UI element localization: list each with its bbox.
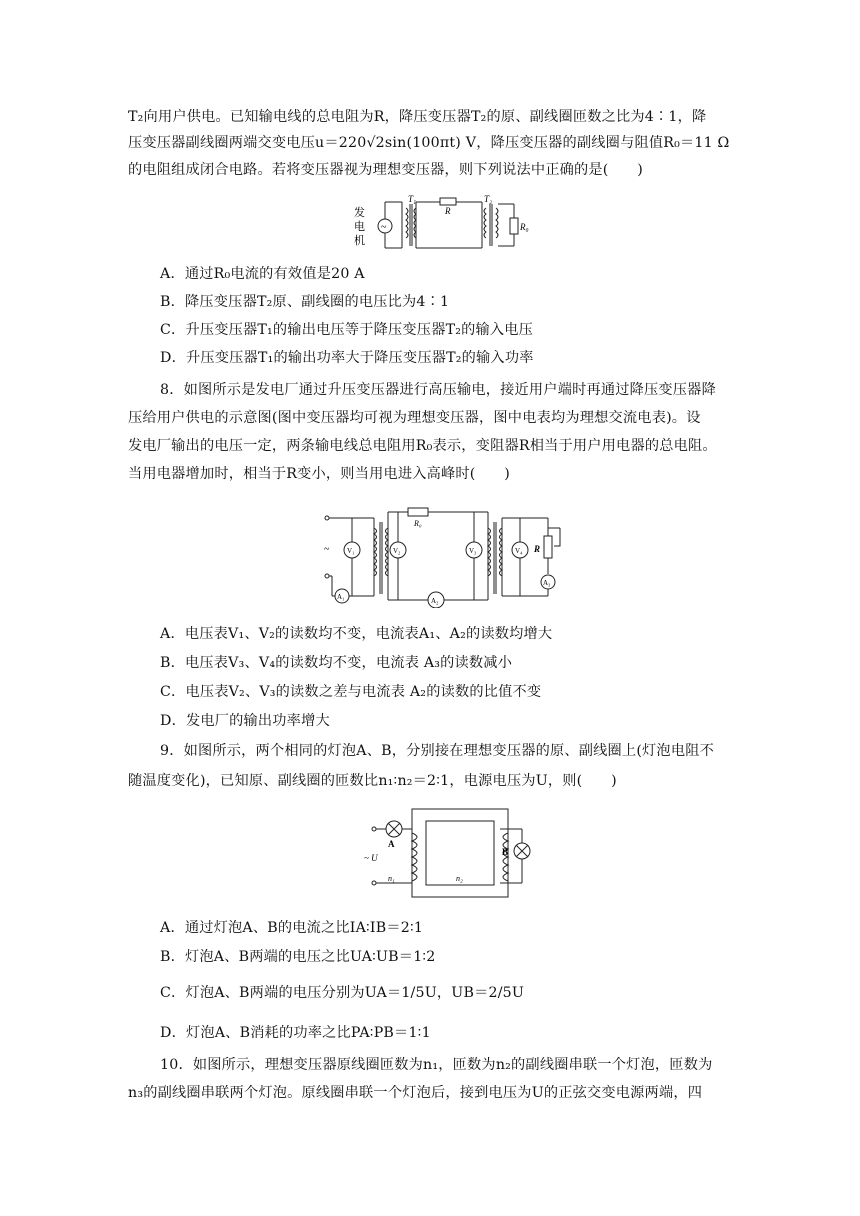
q8-v2-label: V₂ — [393, 547, 401, 555]
q9-line-1: 9．如图所示，两个相同的灯泡A、B，分别接在理想变压器的原、副线圈上(灯泡电阻不 — [160, 743, 714, 759]
q7-t2-label: T₂ — [484, 194, 493, 204]
q7-gen-char-2: 电 — [354, 221, 365, 233]
q8-line-2: 压给用户供电的示意图(图中变压器均可视为理想变压器，图中电表均为理想交流电表)。设 — [128, 410, 701, 426]
q7-r-label: R — [445, 206, 451, 216]
q7-option-d: D．升压变压器T₁的输出功率大于降压变压器T₂的输入功率 — [160, 350, 534, 366]
q8-v4-label: V₄ — [515, 547, 523, 555]
q9-option-a: A．通过灯泡A、B的电流之比IA∶IB＝2∶1 — [160, 920, 424, 936]
q10-line-2: n₃的副线圈串联两个灯泡。原线圈串联一个灯泡后，接到电压为U的正弦交变电源两端，四 — [128, 1085, 703, 1101]
q7-gen-char-3: 机 — [354, 235, 365, 247]
q9-option-d: D．灯泡A、B消耗的功率之比PA∶PB＝1∶1 — [160, 1025, 431, 1041]
q9-n2-label: n₂ — [456, 874, 463, 883]
q7-line-3: 的电阻组成闭合电路。若将变压器视为理想变压器，则下列说法中正确的是( ) — [128, 162, 644, 178]
q9-lamp-b-label: B — [502, 847, 509, 857]
q8-source-symbol: ~ — [324, 544, 330, 555]
q9-lamp-a-label: A — [388, 839, 395, 849]
q8-v3-label: V₃ — [469, 547, 477, 555]
q8-circuit-diagram — [318, 504, 570, 608]
q8-line-1: 8．如图所示是发电厂通过升压变压器进行高压输电，接近用户端时再通过降压变压器降 — [160, 382, 716, 398]
q8-r0-label: R₀ — [414, 519, 422, 528]
q7-line-2: 压变压器副线圈两端交变电压u＝220√2sin(100πt) V，降压变压器的副线圈与阻值R₀＝11 Ω — [128, 135, 730, 151]
q9-option-c: C．灯泡A、B两端的电压分别为UA＝1/5U，UB＝2/5U — [160, 985, 525, 1001]
q9-option-b: B．灯泡A、B两端的电压之比UA∶UB＝1∶2 — [160, 949, 436, 965]
q8-option-d: D．发电厂的输出功率增大 — [160, 713, 330, 729]
q8-line-4: 当用电器增加时，相当于R变小，则当用电进入高峰时( ) — [128, 466, 511, 482]
q8-option-a: A．电压表V₁、V₂的读数均不变，电流表A₁、A₂的读数均增大 — [160, 626, 553, 642]
q9-n1-label: n₁ — [388, 874, 395, 883]
q8-a2-label: A₂ — [431, 597, 439, 605]
q7-r0-label: R₀ — [520, 222, 529, 232]
q7-option-a: A．通过R₀电流的有效值是20 A — [160, 266, 365, 282]
q10-line-1: 10．如图所示，理想变压器原线圈匝数为n₁，匝数为n₂的副线圈串联一个灯泡，匝数为 — [160, 1057, 713, 1073]
q7-circuit-diagram — [352, 194, 542, 254]
q7-gen-char-1: 发 — [354, 207, 365, 219]
q8-option-b: B．电压表V₃、V₄的读数均不变，电流表 A₃的读数减小 — [160, 655, 513, 671]
q8-option-c: C．电压表V₂、V₃的读数之差与电流表 A₂的读数的比值不变 — [160, 684, 542, 700]
q9-source-label: ~ U — [364, 853, 378, 863]
q7-option-b: B．降压变压器T₂原、副线圈的电压比为4∶1 — [160, 294, 450, 310]
q7-line-1: T₂向用户供电。已知输电线的总电阻为R，降压变压器T₂的原、副线圈匝数之比为4∶1，降 — [128, 109, 707, 125]
q8-a1-label: A₁ — [337, 593, 345, 601]
q7-t1-label: T₁ — [408, 194, 417, 204]
q8-line-3: 发电厂输出的电压一定，两条输电线总电阻用R₀表示，变阻器R相当于用户用电器的总电阻。 — [128, 438, 717, 454]
q7-option-c: C．升压变压器T₁的输出电压等于降压变压器T₂的输入电压 — [160, 322, 534, 338]
q9-circuit-diagram — [362, 805, 532, 901]
q8-a3-label: A₃ — [543, 579, 551, 587]
q9-line-2: 随温度变化)，已知原、副线圈的匝数比n₁∶n₂＝2∶1，电源电压为U，则( ) — [128, 773, 617, 789]
q8-v1-label: V₁ — [347, 547, 355, 555]
q7-source-symbol: ~ — [381, 222, 387, 233]
q8-r-label: R — [534, 544, 541, 554]
